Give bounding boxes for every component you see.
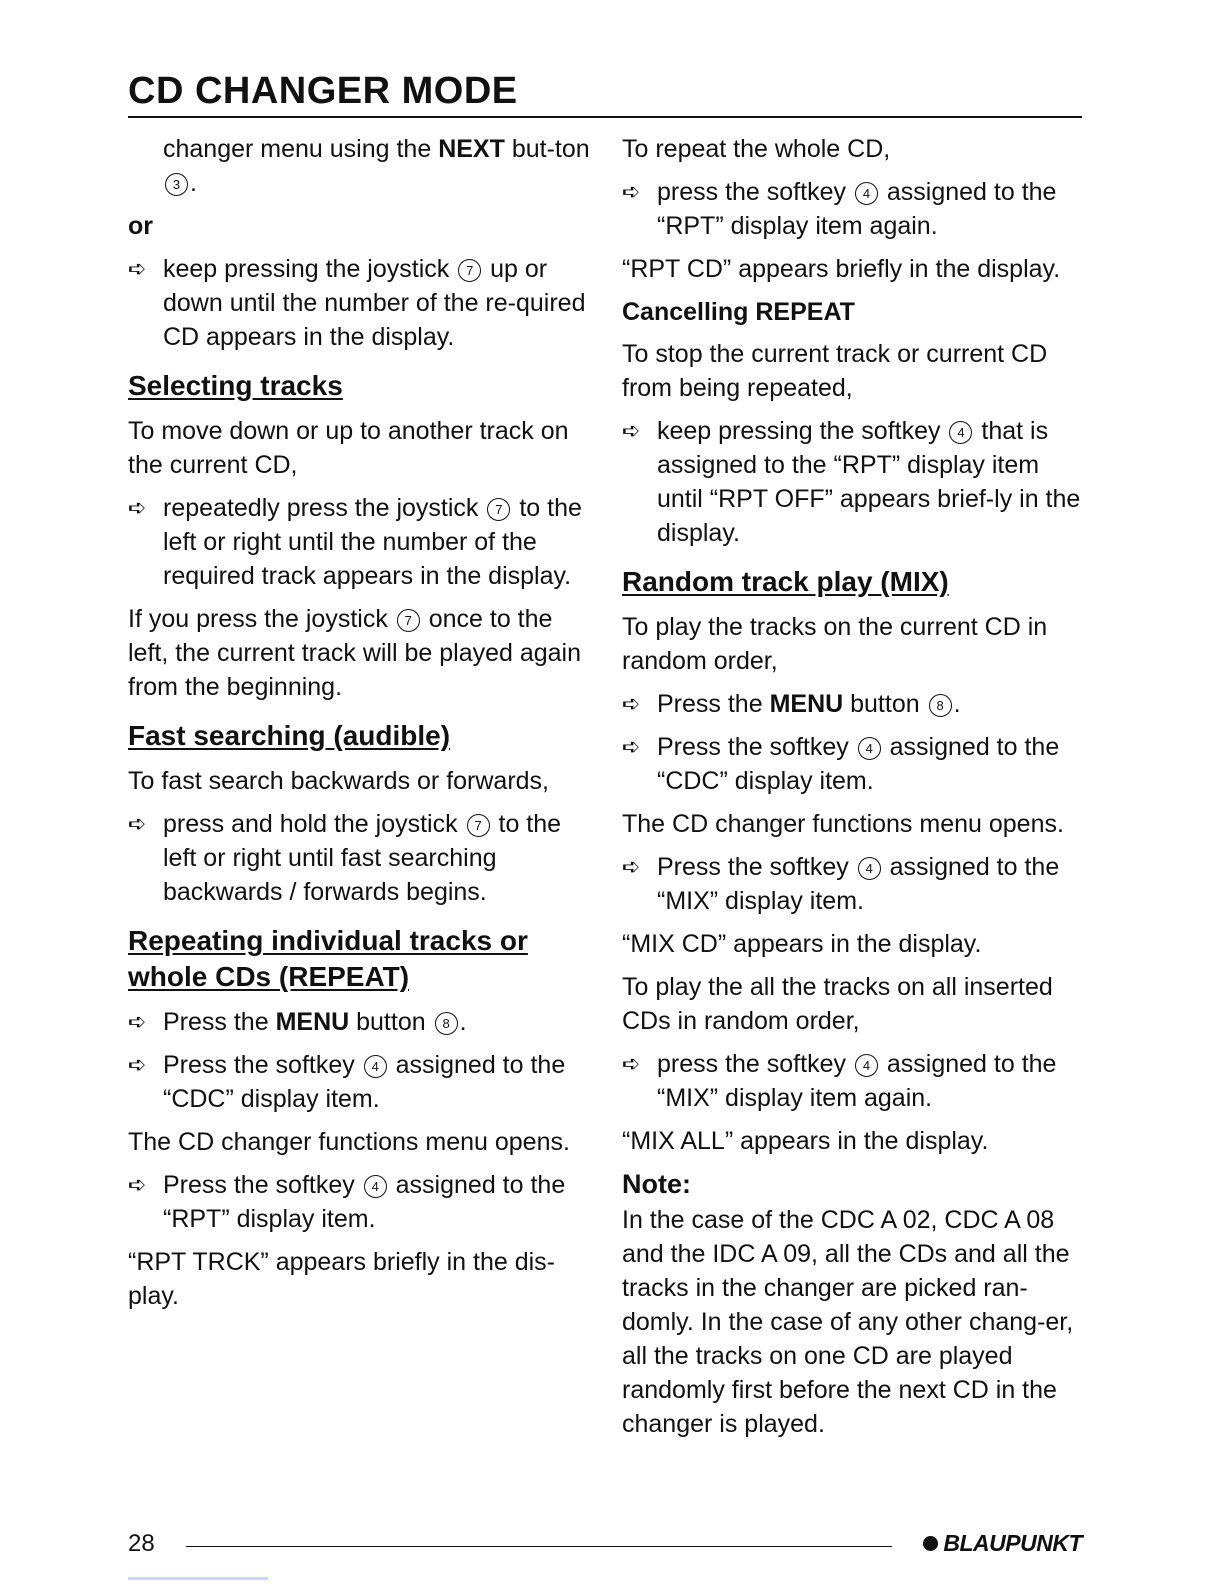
step-text-b: to the left or right until fast searching backwards / forwards begins.	[163, 810, 562, 906]
key-number-badge: 7	[397, 609, 420, 632]
result-text: “RPT CD” appears briefly in the display.	[622, 255, 1061, 283]
step-text-b: assigned to the “MIX” display item again.	[657, 1050, 1057, 1112]
section-heading-random-play: Random track play (MIX)	[622, 566, 949, 597]
instruction-step	[128, 1048, 590, 1116]
step-text-a: Press the softkey	[163, 1171, 362, 1199]
footer-rule	[186, 1546, 892, 1547]
result-text: “MIX CD” appears in the display.	[622, 930, 982, 958]
step-text-b: button	[349, 1008, 433, 1036]
step-text-a: Press the softkey	[163, 1051, 362, 1079]
section-intro: To stop the current track or current CD from being repeated,	[622, 340, 1048, 402]
scan-underbar	[128, 1577, 268, 1580]
step-text-a: keep pressing the joystick	[163, 255, 457, 283]
instruction-step	[622, 175, 1084, 243]
note-text-a: If you press the joystick	[128, 605, 395, 633]
menu-opens-text: The CD changer functions menu opens.	[128, 1128, 570, 1156]
key-number-badge: 8	[929, 694, 952, 717]
instruction-step	[622, 687, 1084, 721]
section-heading-repeat: Repeating individual tracks or whole CDs (REPEAT)	[128, 925, 528, 992]
step-text-end: .	[459, 1008, 467, 1036]
step-text-a: repeatedly press the joystick	[163, 494, 486, 522]
menu-button-label: MENU	[275, 1008, 350, 1036]
menu-opens-text: The CD changer functions menu opens.	[622, 810, 1064, 838]
or-label: or	[128, 212, 153, 240]
note-text: In the case of the CDC A 02, CDC A 08 and the IDC A 09, all the CDs and all the tracks in the changer are picked ran-domly. In the case of any other chang-er, all the tracks on one CD are played randomly first before the next CD in the changer is played.	[622, 1206, 1074, 1438]
brand-logo	[923, 1530, 1082, 1557]
step-text-b: up or down until the number of the re-quired CD appears in the display.	[163, 255, 586, 351]
arrow-right-icon: ➪	[128, 495, 147, 520]
step-text-end: .	[953, 690, 961, 718]
right-column	[622, 132, 1084, 1450]
instruction-step	[622, 730, 1084, 798]
subheading-cancelling-repeat: Cancelling REPEAT	[622, 298, 855, 326]
step-text-a: Press the	[163, 1008, 276, 1036]
left-column	[128, 132, 590, 1322]
step-text-a: keep pressing the softkey	[657, 417, 948, 445]
key-number-badge: 4	[858, 737, 881, 760]
continued-text	[128, 132, 590, 200]
next-button-label: NEXT	[438, 135, 505, 163]
arrow-right-icon: ➪	[622, 854, 641, 879]
arrow-right-icon: ➪	[128, 256, 147, 281]
key-number-badge: 8	[435, 1012, 458, 1035]
continued-text-end: .	[190, 169, 197, 197]
arrow-right-icon: ➪	[128, 1009, 147, 1034]
arrow-right-icon: ➪	[622, 418, 641, 443]
step-text-a: press the softkey	[657, 178, 853, 206]
page-footer	[128, 1528, 1082, 1562]
note-text-b: once to the left, the current track will be played again from the beginning.	[128, 605, 582, 701]
key-number-badge: 4	[855, 1054, 878, 1077]
step-text-a: Press the softkey	[657, 853, 856, 881]
menu-button-label: MENU	[769, 690, 844, 718]
step-text-b: assigned to the “CDC” display item.	[657, 733, 1060, 795]
section-heading-fast-searching: Fast searching (audible)	[128, 720, 451, 751]
instruction-step	[128, 1005, 590, 1039]
step-text-b: assigned to the “RPT” display item.	[163, 1171, 566, 1233]
key-number-badge: 7	[487, 498, 510, 521]
arrow-right-icon: ➪	[128, 1172, 147, 1197]
arrow-right-icon: ➪	[622, 691, 641, 716]
step-text-b: assigned to the “RPT” display item again.	[657, 178, 1057, 240]
instruction-step	[128, 252, 590, 354]
arrow-right-icon: ➪	[128, 1052, 147, 1077]
step-text-a: press and hold the joystick	[163, 810, 465, 838]
page-number: 28	[128, 1530, 155, 1557]
key-number-badge: 7	[458, 259, 481, 282]
section-heading-selecting-tracks: Selecting tracks	[128, 370, 343, 401]
step-text-a: Press the	[657, 690, 770, 718]
key-number-badge: 4	[364, 1055, 387, 1078]
section-intro: To fast search backwards or forwards,	[128, 767, 549, 795]
continued-text-a: changer menu using the	[163, 135, 439, 163]
brand-name: BLAUPUNKT	[943, 1530, 1082, 1556]
step-text-b: that is assigned to the “RPT” display item until “RPT OFF” appears brief-ly in the display.	[657, 417, 1081, 547]
instruction-step	[128, 491, 590, 593]
arrow-right-icon: ➪	[128, 811, 147, 836]
brand-dot-icon	[923, 1536, 938, 1551]
arrow-right-icon: ➪	[622, 734, 641, 759]
result-text: “RPT TRCK” appears briefly in the dis-play.	[128, 1248, 556, 1310]
section-intro: To play the all the tracks on all inserted CDs in random order,	[622, 973, 1053, 1035]
instruction-step	[622, 850, 1084, 918]
step-text-b: assigned to the “CDC” display item.	[163, 1051, 566, 1113]
key-number-badge: 4	[855, 182, 878, 205]
section-note	[128, 602, 590, 704]
step-text-a: Press the softkey	[657, 733, 856, 761]
instruction-step	[128, 1168, 590, 1236]
step-text-b: button	[843, 690, 927, 718]
key-number-badge: 7	[467, 814, 490, 837]
step-text-b: to the left or right until the number of the required track appears in the display.	[163, 494, 582, 590]
key-number-badge: 4	[858, 857, 881, 880]
step-text-a: press the softkey	[657, 1050, 853, 1078]
key-number-badge: 4	[949, 421, 972, 444]
continued-text-b: but-ton	[504, 135, 590, 163]
instruction-step	[622, 1047, 1084, 1115]
note-heading: Note:	[622, 1169, 691, 1199]
section-intro: To repeat the whole CD,	[622, 135, 891, 163]
page-title: CD CHANGER MODE	[128, 70, 518, 112]
result-text: “MIX ALL” appears in the display.	[622, 1127, 989, 1155]
instruction-step	[622, 414, 1084, 550]
title-rule	[128, 116, 1082, 118]
arrow-right-icon: ➪	[622, 179, 641, 204]
section-intro: To play the tracks on the current CD in random order,	[622, 613, 1048, 675]
arrow-right-icon: ➪	[622, 1051, 641, 1076]
step-text-b: assigned to the “MIX” display item.	[657, 853, 1060, 915]
key-number-badge: 4	[364, 1175, 387, 1198]
section-intro: To move down or up to another track on the current CD,	[128, 417, 569, 479]
key-number-badge: 3	[165, 173, 188, 196]
instruction-step	[128, 807, 590, 909]
